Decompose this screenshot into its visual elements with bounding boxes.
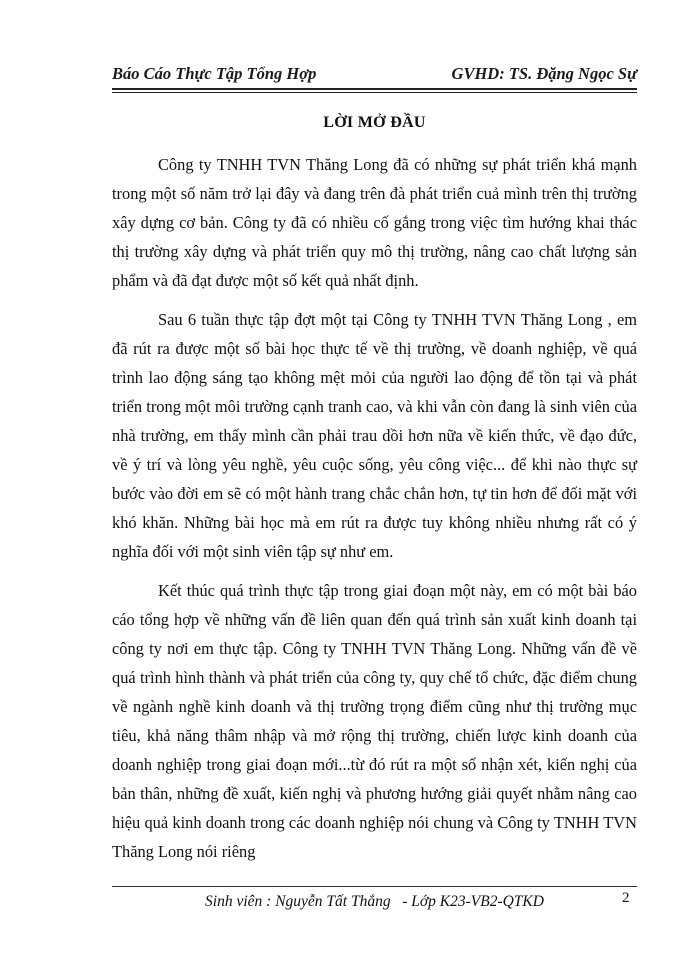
paragraph-1: Công ty TNHH TVN Thăng Long đã có những sự phát triển khá mạnh trong một số năm trở lại đây và đang trên đà phát triển cuả mình trên thị trường xây dựng cơ bản. Công ty đã có nhiều cố gắng trong việc tìm hướng khai thác thị trường xây dựng và phát triển quy mô thị trường, nâng cao chất lượng sản phẩm và đã đạt được một số kết quả nhất định.	[112, 155, 637, 290]
header-report-title: Báo Cáo Thực Tập Tổng Hợp	[112, 64, 317, 83]
page-number: 2	[622, 890, 630, 906]
header-supervisor: GVHD: TS. Đặng Ngọc Sự	[451, 64, 637, 83]
paragraph-3: Kết thúc quá trình thực tập trong giai đoạn một này, em có một bài báo cáo tổng hợp về những vấn đề liên quan đến quá trình sản xuất kinh doanh tại công ty nơi em thực tập. Công ty TNHH TVN Thăng Long. Những vấn đề về quá trình hình thành và phát triển của công ty, quy chế tổ chức, đặc điểm chung về ngành nghề kinh doanh và thị trường trọng điểm cũng như thị trường mục tiêu, khả năng thâm nhập và mở rộng thị trường, chiến lược kinh doanh của doanh nghiệp trong giai đoạn mới...từ đó rút ra một số nhận xét, kiến nghị của bản thân, những đề xuất, kiến nghị và phương hướng giải quyết nhằm nâng cao hiệu quả kinh doanh trong các doanh nghiệp nói chung và Công ty TNHH TVN Thăng Long nói riêng	[112, 581, 637, 861]
page-title: LỜI MỞ ĐẦU	[323, 114, 426, 131]
page-header	[112, 60, 637, 84]
header-rule-thin	[112, 92, 637, 93]
paragraph-2: Sau 6 tuần thực tập đợt một tại Công ty TNHH TVN Thăng Long , em đã rút ra được một số bài học thực tế về thị trường, về doanh nghiệp, về quá trình lao động sáng tạo không mệt mỏi của người lao động để tồn tại và phát triển trong một môi trường cạnh tranh cao, và khi vẫn còn đang là sinh viên của nhà trường, em thấy mình cần phải trau dồi hơn nữa về kiến thức, về đạo đức, về ý trí và lòng yêu nghề, yêu cuộc sống, yêu công việc... để khi nào thực sự bước vào đời em sẽ có một hành trang chắc chắn hơn, tự tin hơn để đối mặt với khó khăn. Những bài học mà em rút ra được tuy không nhiều nhưng rất có ý nghĩa đối với một sinh viên tập sự như em.	[112, 310, 637, 561]
header-rule-thick	[112, 88, 637, 90]
footer-rule	[112, 886, 637, 887]
footer-student-info: Sinh viên : Nguyễn Tất Thắng - Lớp K23-VB2-QTKD	[205, 893, 544, 910]
body-content	[112, 150, 637, 876]
